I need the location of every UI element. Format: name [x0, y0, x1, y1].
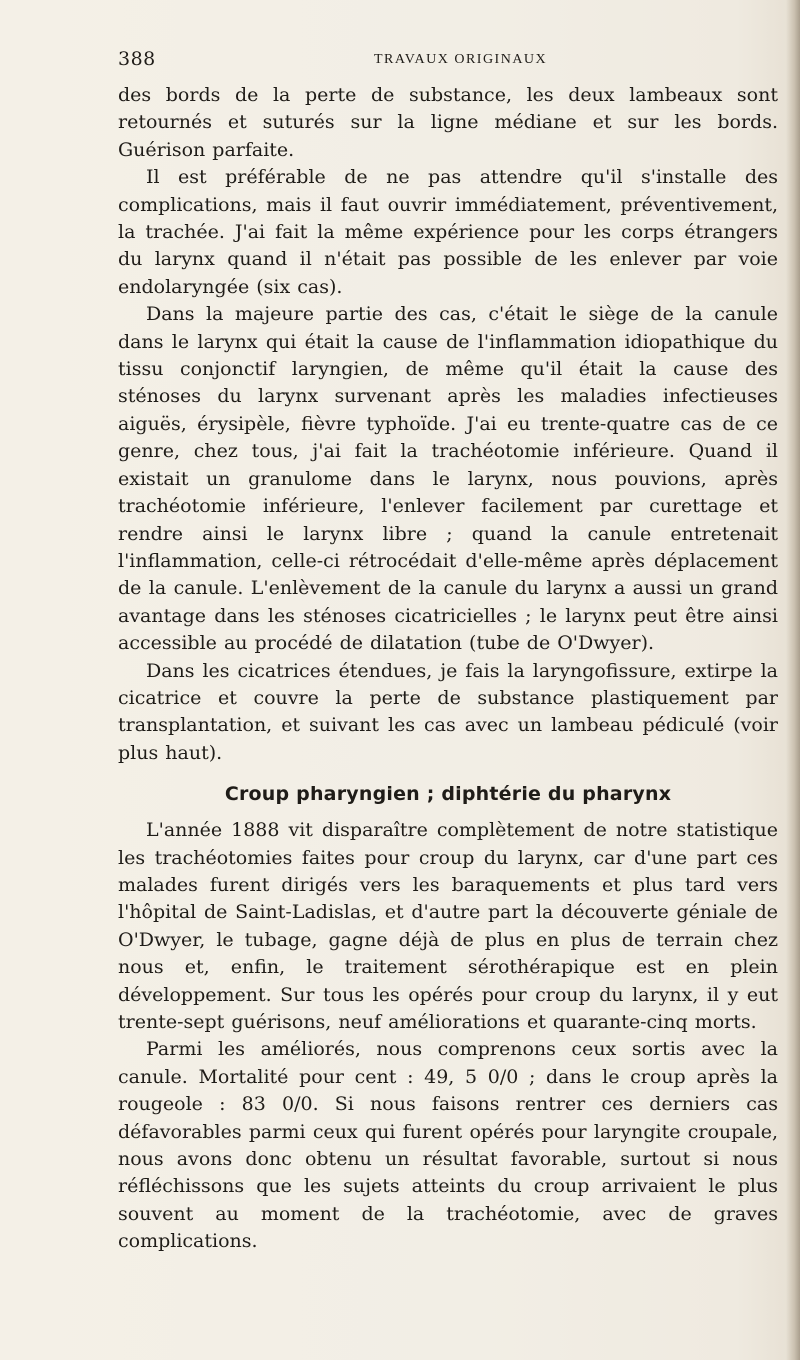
paragraph-5: L'année 1888 vit disparaître complètement de notre statistique les trachéotomies faites pour croup du larynx, car d'une part ces malades furent dirigés vers les baraquements et plus tard vers l'hôpital de Saint-Ladislas, et d'autre part la découverte géniale de O'Dwyer, le tubage, gagne déjà de plus en plus de terrain chez nous et, enfin, le traitement sérothérapique est en plein développement. Sur tous les opérés pour croup du larynx, il y eut trente-sept guérisons, neuf améliorations et quarante-cinq morts.	[118, 819, 778, 1033]
section-heading: Croup pharyngien ; diphtérie du pharynx	[224, 783, 672, 806]
paragraph-3: Dans la majeure partie des cas, c'était le siège de la canule dans le larynx qui était la cause de l'inflammation idiopathique du tissu conjonctif laryngien, de même qu'il était la cause des sténoses du larynx survenant après les maladies infectieuses aiguës, érysipèle, fièvre typhoïde. J'ai eu trente-quatre cas de ce genre, chez tous, j'ai fait la trachéotomie inférieure. Quand il existait un granulome dans le larynx, nous pouvions, après trachéotomie inférieure, l'enlever facilement par curettage et rendre ainsi le larynx libre ; quand la canule entretenait l'inflammation, celle-ci rétrocédait d'elle-même après déplacement de la canule. L'enlèvement de la canule du larynx a aussi un grand avantage dans les sténoses cicatricielles ; le larynx peut être ainsi accessible au procédé de dilatation (tube de O'Dwyer).	[118, 303, 778, 655]
page-header	[118, 48, 778, 74]
page-edge-shadow	[786, 0, 800, 1360]
body-text	[118, 82, 778, 1256]
page-number: 388	[118, 48, 156, 70]
paragraph-6: Parmi les améliorés, nous comprenons ceux sortis avec la canule. Mortalité pour cent : 49, 5 0/0 ; dans le croup après la rougeole : 83 0/0. Si nous faisons rentrer ces derniers cas défavorables parmi ceux qui furent opérés pour laryngite croupale, nous avons donc obtenu un résultat favorable, surtout si nous réfléchissons que les sujets atteints du croup arrivaient le plus souvent au moment de la trachéotomie, avec de graves complications.	[118, 1038, 778, 1253]
running-title: TRAVAUX ORIGINAUX	[374, 52, 548, 67]
paragraph-4: Dans les cicatrices étendues, je fais la laryngofissure, extirpe la cicatrice et couvre la perte de substance plastiquement par transplantation, et suivant les cas avec un lambeau pédiculé (voir plus haut).	[118, 659, 778, 764]
paragraph-2: Il est préférable de ne pas attendre qu'il s'installe des complications, mais il faut ouvrir immédiatement, préventivement, la trachée. J'ai fait la même expérience pour les corps étrangers du larynx quand il n'était pas possible de les enlever par voie endolaryngée (six cas).	[118, 166, 778, 298]
paragraph-1: des bords de la perte de substance, les deux lambeaux sont retournés et suturés sur la ligne médiane et sur les bords. Guérison parfaite.	[118, 84, 778, 161]
